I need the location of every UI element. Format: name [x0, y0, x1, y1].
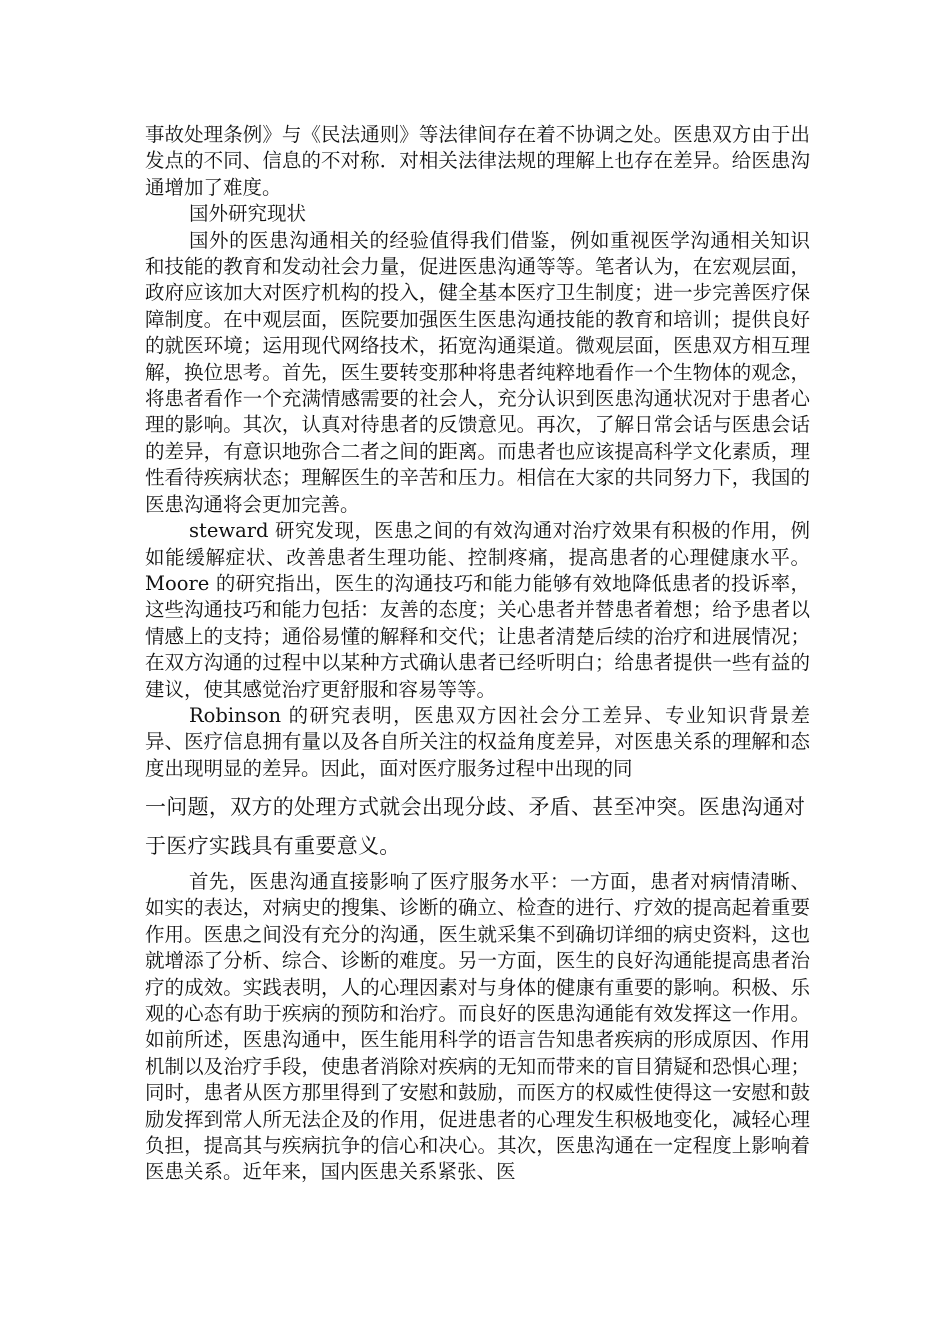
paragraph-significance: 于医疗实践具有重要意义。: [145, 833, 401, 858]
paragraph-service-level: 首先，医患沟通直接影响了医疗服务水平：一方面，患者对病情清晰、如实的表达，对病史的搜集、诊断的确立、检查的进行、疗效的提高起着重要作用。医患之间没有充分的沟通，医生就采集不到确切详细的病史资料，这也就增添了分析、综合、诊断的难度。另一方面，医生的良好沟通能提高患者治疗的成效。实践表明，人的心理因素对与身体的健康有重要的影响。积极、乐观的心态有助于疾病的预防和治疗。而良好的医患沟通能有效发挥这一作用。如前所述，医患沟通中，医生能用科学的语言告知患者疾病的形成原因、作用机制以及治疗手段，使患者消除对疾病的无知而带来的盲目猜疑和恐惧心理；同时，患者从医方那里得到了安慰和鼓励，而医方的权威性使得这一安慰和鼓励发挥到常人所无法企及的作用，促进患者的心理发生积极地变化，减轻心理负担，提高其与疾病抗争的信心和决心。其次，医患沟通在一定程度上影响着医患关系。近年来，国内医患关系紧张、医: [145, 869, 810, 1184]
paragraph-steward-moore: steward 研究发现，医患之间的有效沟通对治疗效果有积极的作用，例如能缓解症状、改善患者生理功能、控制疼痛，提高患者的心理健康水平。Moore 的研究指出，医生的沟通技巧和能力能够有效地降低患者的投诉率，这些沟通技巧和能力包括：友善的态度；关心患者并替患者着想；给予患者以情感上的支持；通俗易懂的解释和交代；让患者清楚后续的治疗和进展情况；在双方沟通的过程中以某种方式确认患者已经听明白；给患者提供一些有益的建议，使其感觉治疗更舒服和容易等等。: [145, 519, 810, 701]
paragraph-robinson-continued: 一问题，双方的处理方式就会出现分歧、矛盾、甚至冲突。医患沟通对: [145, 795, 806, 820]
paragraph-legal-conflict: 事故处理条例》与《民法通则》等法律间存在着不协调之处。医患双方由于出发点的不同、信息的不对称．对相关法律法规的理解上也存在差异。给医患沟通增加了难度。: [145, 123, 810, 199]
paragraph-robinson: Robinson 的研究表明，医患双方因社会分工差异、专业知识背景差异、医疗信息拥有量以及各自所关注的权益角度差异，对医患关系的理解和态度出现明显的差异。因此，面对医疗服务过程中出现的同: [145, 703, 810, 780]
section-heading-foreign-research: 国外研究现状: [189, 202, 307, 226]
paragraph-foreign-experience: 国外的医患沟通相关的经验值得我们借鉴，例如重视医学沟通相关知识和技能的教育和发动社会力量，促进医患沟通等等。笔者认为，在宏观层面，政府应该加大对医疗机构的投入，健全基本医疗卫生制度；进一步完善医疗保障制度。在中观层面，医院要加强医生医患沟通技能的教育和培训；提供良好的就医环境；运用现代网络技术，拓宽沟通渠道。微观层面，医患双方相互理解，换位思考。首先，医生要转变那种将患者纯粹地看作一个生物体的观念，将患者看作一个充满情感需要的社会人，充分认识到医患沟通状况对于患者心理的影响。其次，认真对待患者的反馈意见。再次，了解日常会话与医患会话的差异，有意识地弥合二者之间的距离。而患者也应该提高科学文化素质，理性看待疾病状态；理解医生的辛苦和压力。相信在大家的共同努力下，我国的医患沟通将会更加完善。: [145, 228, 810, 516]
document-body: [145, 122, 810, 1186]
